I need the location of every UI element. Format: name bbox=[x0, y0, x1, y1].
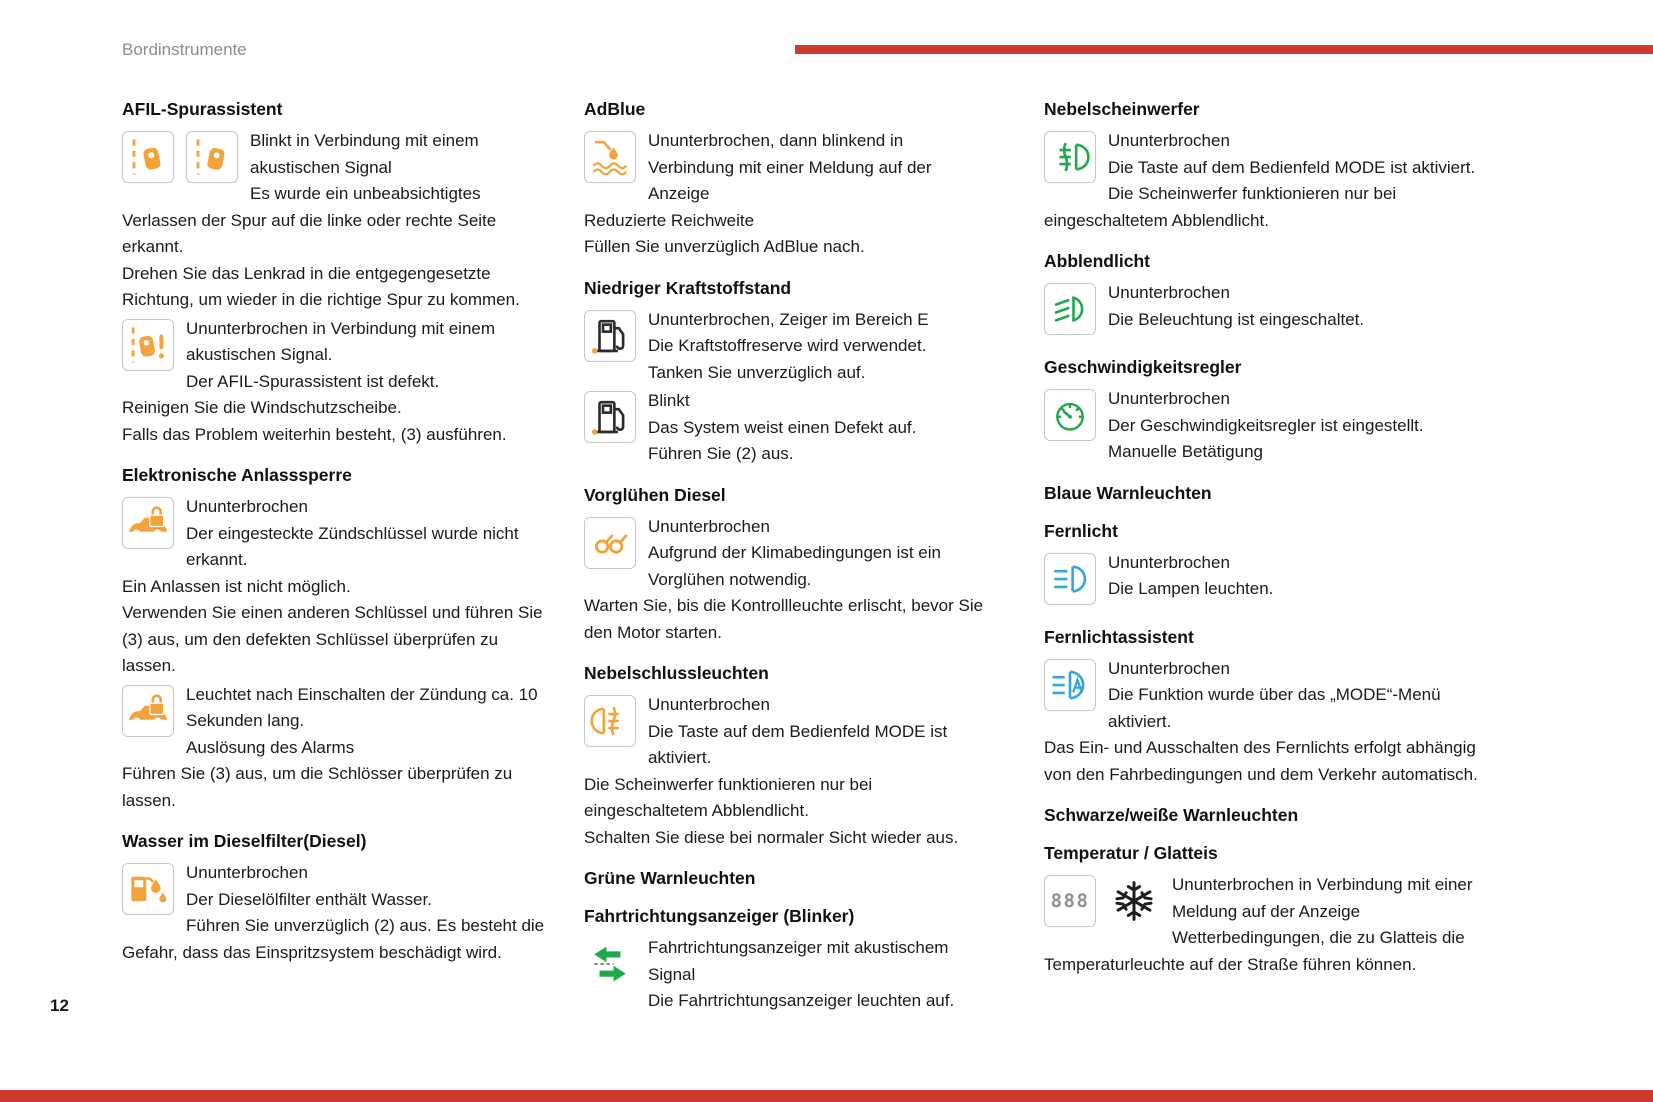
indicator-item bbox=[1044, 280, 1494, 340]
top-accent-bar bbox=[795, 45, 1653, 54]
section-heading: Fernlichtassistent bbox=[1044, 626, 1194, 647]
glow-plug-icon bbox=[584, 517, 636, 569]
section-heading: AdBlue bbox=[584, 99, 646, 119]
description-text: Blinkt bbox=[648, 391, 690, 410]
fuel-pump-icon bbox=[584, 391, 636, 443]
indicator-item bbox=[584, 128, 992, 261]
high-beam-assist-icon bbox=[1044, 659, 1096, 711]
high-beam-icon bbox=[1044, 553, 1096, 605]
description-text: Auslösung des Alarms bbox=[186, 737, 355, 757]
lane-departure-right-icon bbox=[186, 131, 238, 183]
temperature-display-icon bbox=[1044, 875, 1096, 927]
description-text: Reinigen Sie die Windschutzscheibe. bbox=[122, 398, 402, 417]
section-heading: Nebelschlussleuchten bbox=[584, 663, 769, 683]
indicator-item bbox=[122, 860, 552, 966]
indicator-item bbox=[122, 682, 552, 815]
description-text: Drehen Sie das Lenkrad in die entgegengesetzte Richtung, um wieder in die richtige Spur zu kommen. bbox=[122, 263, 520, 309]
description-text: Ununterbrochen, Zeiger im Bereich E bbox=[648, 309, 929, 329]
section-heading: Niedriger Kraftstoffstand bbox=[584, 277, 792, 298]
low-beam-icon bbox=[1044, 283, 1096, 335]
lane-departure-alert-icon bbox=[122, 319, 174, 371]
description-text: Ununterbrochen bbox=[1108, 389, 1230, 408]
description-text: Die Kraftstoffreserve wird verwendet. bbox=[648, 336, 927, 355]
description-text: Es wurde ein unbeabsichtigtes Verlassen der Spur auf die linke oder rechte Seite erkannt. bbox=[122, 184, 497, 256]
description-text: Der Dieselölfilter enthält Wasser. bbox=[186, 889, 432, 909]
description-text: Aufgrund der Klimabedingungen ist ein Vorglühen notwendig. bbox=[648, 543, 941, 589]
description-text: Ein Anlassen ist nicht möglich. bbox=[122, 576, 351, 596]
description-text: Das System weist einen Defekt auf. bbox=[648, 417, 917, 437]
description-text: Die Scheinwerfer funktionieren nur bei eingeschaltetem Abblendlicht. bbox=[584, 774, 873, 820]
column-3 bbox=[1044, 94, 1494, 1017]
description-text: Die Taste auf dem Bedienfeld MODE ist aktiviert. bbox=[1108, 157, 1476, 177]
description-text: Ununterbrochen in Verbindung mit einer Meldung auf der Anzeige bbox=[1172, 875, 1473, 921]
section-heading: Wasser im Dieselfilter(Diesel) bbox=[122, 831, 367, 851]
indicator-item bbox=[122, 128, 552, 314]
snowflake-icon bbox=[1108, 875, 1160, 927]
description-text: Führen Sie unverzüglich (2) aus. Es besteht die Gefahr, dass das Einspritzsystem beschädigt wird. bbox=[122, 916, 545, 962]
page-header-title: Bordinstrumente bbox=[122, 40, 247, 59]
description-text: Die Scheinwerfer funktionieren nur bei eingeschaltetem Abblendlicht. bbox=[1044, 184, 1397, 230]
description-text: Das Ein- und Ausschalten des Fernlichts erfolgt abhängig von den Fahrbedingungen und dem Verkehr automatisch. bbox=[1044, 738, 1478, 784]
description-text: Ununterbrochen bbox=[186, 497, 308, 516]
section-heading: Fahrtrichtungsanzeiger (Blinker) bbox=[584, 906, 855, 926]
section-heading: Temperatur / Glatteis bbox=[1044, 843, 1218, 863]
section-heading: Abblendlicht bbox=[1044, 251, 1150, 271]
section-heading: Geschwindigkeitsregler bbox=[1044, 357, 1242, 377]
section-heading: Vorglühen Diesel bbox=[584, 484, 726, 505]
section-heading: Nebelscheinwerfer bbox=[1044, 99, 1200, 119]
indicator-item bbox=[584, 388, 992, 468]
indicator-item bbox=[122, 316, 552, 449]
section-heading: Schwarze/weiße Warnleuchten bbox=[1044, 805, 1299, 825]
section-heading: Blaue Warnleuchten bbox=[1044, 482, 1212, 503]
temperature-display-text: 888 bbox=[1050, 889, 1090, 912]
description-text: Warten Sie, bis die Kontrollleuchte erlischt, bevor Sie den Motor starten. bbox=[584, 596, 984, 642]
description-text: Ununterbrochen bbox=[186, 863, 308, 882]
description-text: Tanken Sie unverzüglich auf. bbox=[648, 362, 866, 382]
description-text: Reduzierte Reichweite bbox=[584, 210, 755, 230]
section-heading: Elektronische Anlasssperre bbox=[122, 465, 352, 485]
indicator-item bbox=[1044, 656, 1494, 789]
description-text: Blinkt in Verbindung mit einem akustischen Signal bbox=[250, 131, 479, 177]
fuel-pump-icon bbox=[584, 310, 636, 362]
indicator-item bbox=[1044, 386, 1494, 466]
indicator-item bbox=[1044, 872, 1494, 978]
adblue-icon bbox=[584, 131, 636, 183]
content-columns bbox=[122, 94, 1494, 1017]
indicator-item bbox=[584, 514, 992, 647]
description-text: Verwenden Sie einen anderen Schlüssel und führen Sie (3) aus, um den defekten Schlüssel überprüfen zu lassen. bbox=[122, 603, 543, 675]
indicator-item bbox=[584, 307, 992, 387]
description-text: Ununterbrochen bbox=[648, 516, 770, 536]
page-number: 12 bbox=[50, 996, 69, 1015]
indicator-item bbox=[584, 692, 992, 851]
description-text: Die Funktion wurde über das „MODE“-Menü aktiviert. bbox=[1108, 685, 1441, 731]
description-text: Führen Sie (2) aus. bbox=[648, 444, 794, 463]
water-in-diesel-filter-icon bbox=[122, 863, 174, 915]
lane-departure-left-icon bbox=[122, 131, 174, 183]
description-text: Der AFIL-Spurassistent ist defekt. bbox=[186, 371, 440, 391]
description-text: Die Beleuchtung ist eingeschaltet. bbox=[1108, 309, 1365, 329]
description-text: Fahrtrichtungsanzeiger mit akustischem Signal bbox=[648, 938, 949, 984]
description-text: Wetterbedingungen, die zu Glatteis die Temperaturleuchte auf der Straße führen können. bbox=[1044, 928, 1465, 974]
section-heading: Grüne Warnleuchten bbox=[584, 868, 756, 888]
bottom-accent-bar bbox=[0, 1090, 1653, 1102]
description-text: Der Geschwindigkeitsregler ist eingestellt. bbox=[1108, 415, 1424, 435]
description-text: Ununterbrochen, dann blinkend in Verbindung mit einer Meldung auf der Anzeige bbox=[648, 131, 932, 203]
description-text: Die Fahrtrichtungsanzeiger leuchten auf. bbox=[648, 991, 955, 1010]
column-1 bbox=[122, 94, 552, 1017]
description-text: Ununterbrochen bbox=[1108, 283, 1230, 302]
section-heading: AFIL-Spurassistent bbox=[122, 99, 283, 119]
indicator-item bbox=[1044, 128, 1494, 234]
description-text: Manuelle Betätigung bbox=[1108, 442, 1264, 461]
description-text: Führen Sie (3) aus, um die Schlösser überprüfen zu lassen. bbox=[122, 764, 513, 810]
description-text: Ununterbrochen bbox=[648, 695, 770, 714]
indicator-item bbox=[1044, 550, 1494, 610]
cruise-control-icon bbox=[1044, 389, 1096, 441]
description-text: Falls das Problem weiterhin besteht, (3) ausführen. bbox=[122, 424, 507, 444]
rear-fog-light-icon bbox=[584, 695, 636, 747]
front-fog-light-icon bbox=[1044, 131, 1096, 183]
indicator-item bbox=[584, 935, 992, 1015]
description-text: Ununterbrochen in Verbindung mit einem akustischen Signal. bbox=[186, 318, 496, 364]
indicator-item bbox=[122, 494, 552, 680]
description-text: Füllen Sie unverzüglich AdBlue nach. bbox=[584, 237, 865, 256]
car-lock-icon bbox=[122, 497, 174, 549]
column-2 bbox=[584, 94, 992, 1017]
description-text: Die Taste auf dem Bedienfeld MODE ist aktiviert. bbox=[648, 721, 948, 767]
description-text: Der eingesteckte Zündschlüssel wurde nicht erkannt. bbox=[186, 523, 519, 569]
description-text: Leuchtet nach Einschalten der Zündung ca. 10 Sekunden lang. bbox=[186, 684, 538, 730]
description-text: Ununterbrochen bbox=[1108, 552, 1230, 572]
description-text: Die Lampen leuchten. bbox=[1108, 579, 1274, 598]
description-text: Schalten Sie diese bei normaler Sicht wieder aus. bbox=[584, 827, 959, 847]
car-lock-icon bbox=[122, 685, 174, 737]
description-text: Ununterbrochen bbox=[1108, 658, 1230, 678]
description-text: Ununterbrochen bbox=[1108, 131, 1230, 150]
section-heading: Fernlicht bbox=[1044, 520, 1118, 541]
turn-signal-arrows-icon bbox=[584, 938, 636, 990]
